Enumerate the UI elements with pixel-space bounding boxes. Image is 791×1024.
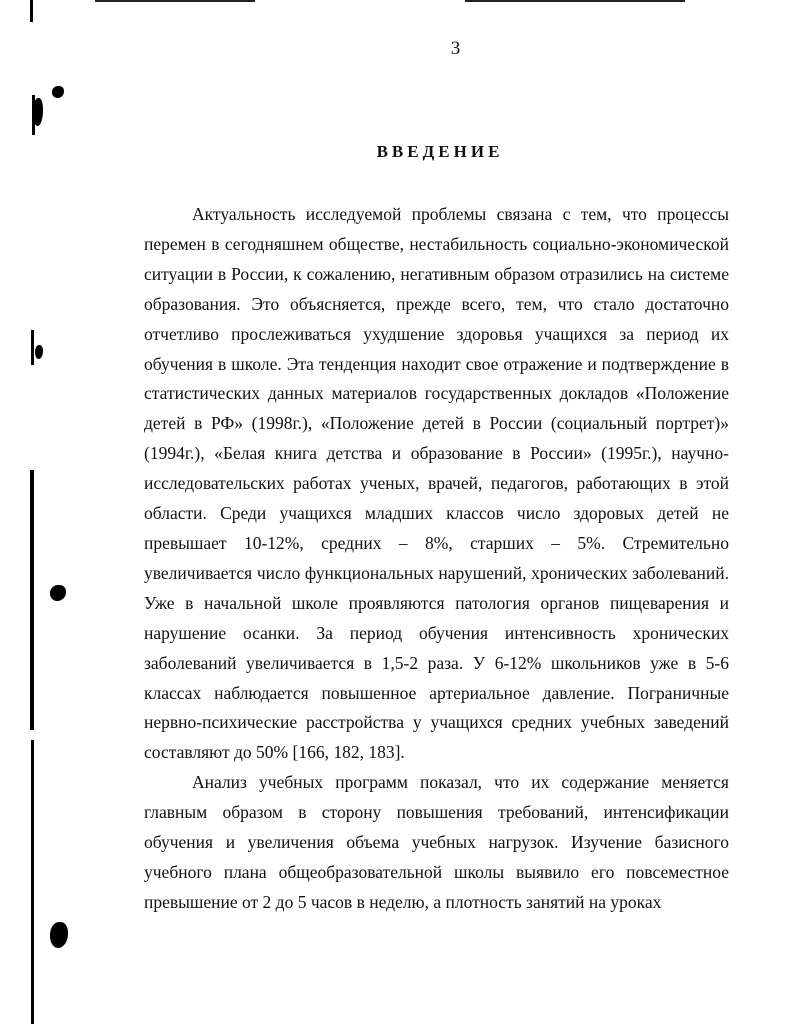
body-text (144, 200, 729, 918)
page-number: 3 (450, 38, 461, 59)
scan-blot-1 (52, 86, 64, 98)
scan-top-rule-left (95, 0, 255, 2)
scan-blot-2 (33, 98, 43, 126)
paragraph-2: Анализ учебных программ показал, что их содержание меняется главным образом в сторону повышения требований, интенсификации обучения и увеличения объема учебных нагрузок. Изучение базисного учебного плана общеобразовательной школы выявило его повсеместное превышение от 2 до 5 часов в неделю, а плотность занятий на уроках (144, 772, 729, 912)
scan-blot-4 (50, 585, 66, 601)
paragraph-1: Актуальность исследуемой проблемы связана с тем, что процессы перемен в сегодняшнем обществе, нестабильность социально-экономической ситуации в России, к сожалению, негативным образом отразились на системе образования. Это объясняется, прежде всего, тем, что стало достаточно отчетливо прослеживаться ухудшение здоровья учащихся за период их обучения в школе. Эта тенденция находит свое отражение и подтверждение в статистических данных материалов государственных докладов «Положение детей в РФ» (1998г.), «Положение детей в России (социальный портрет)» (1994г.), «Белая книга детства и образование в России» (1995г.), научно-исследовательских работах ученых, врачей, педагогов, работающих в этой области. Среди учащихся младших классов число здоровых детей не превышает 10-12%, средних – 8%, старших – 5%. Стремительно увеличивается число функциональных нарушений, хронических заболеваний. Уже в начальной школе проявляются патология органов пищеварения и нарушение осанки. За период обучения интенсивность хронических заболеваний увеличивается в 1,5-2 раза. У 6-12% школьников уже в 5-6 классах наблюдается повышенное артериальное давление. Пограничные нервно-психические расстройства у учащихся средних учебных заведений составляют до 50% [166, 182, 183]. (144, 204, 729, 763)
scan-blot-3 (35, 345, 43, 359)
scan-top-rule-right (465, 0, 685, 2)
scan-left-edge (30, 0, 34, 1024)
section-heading: ВВЕДЕНИЕ (376, 142, 504, 161)
scan-blot-5 (50, 922, 68, 948)
